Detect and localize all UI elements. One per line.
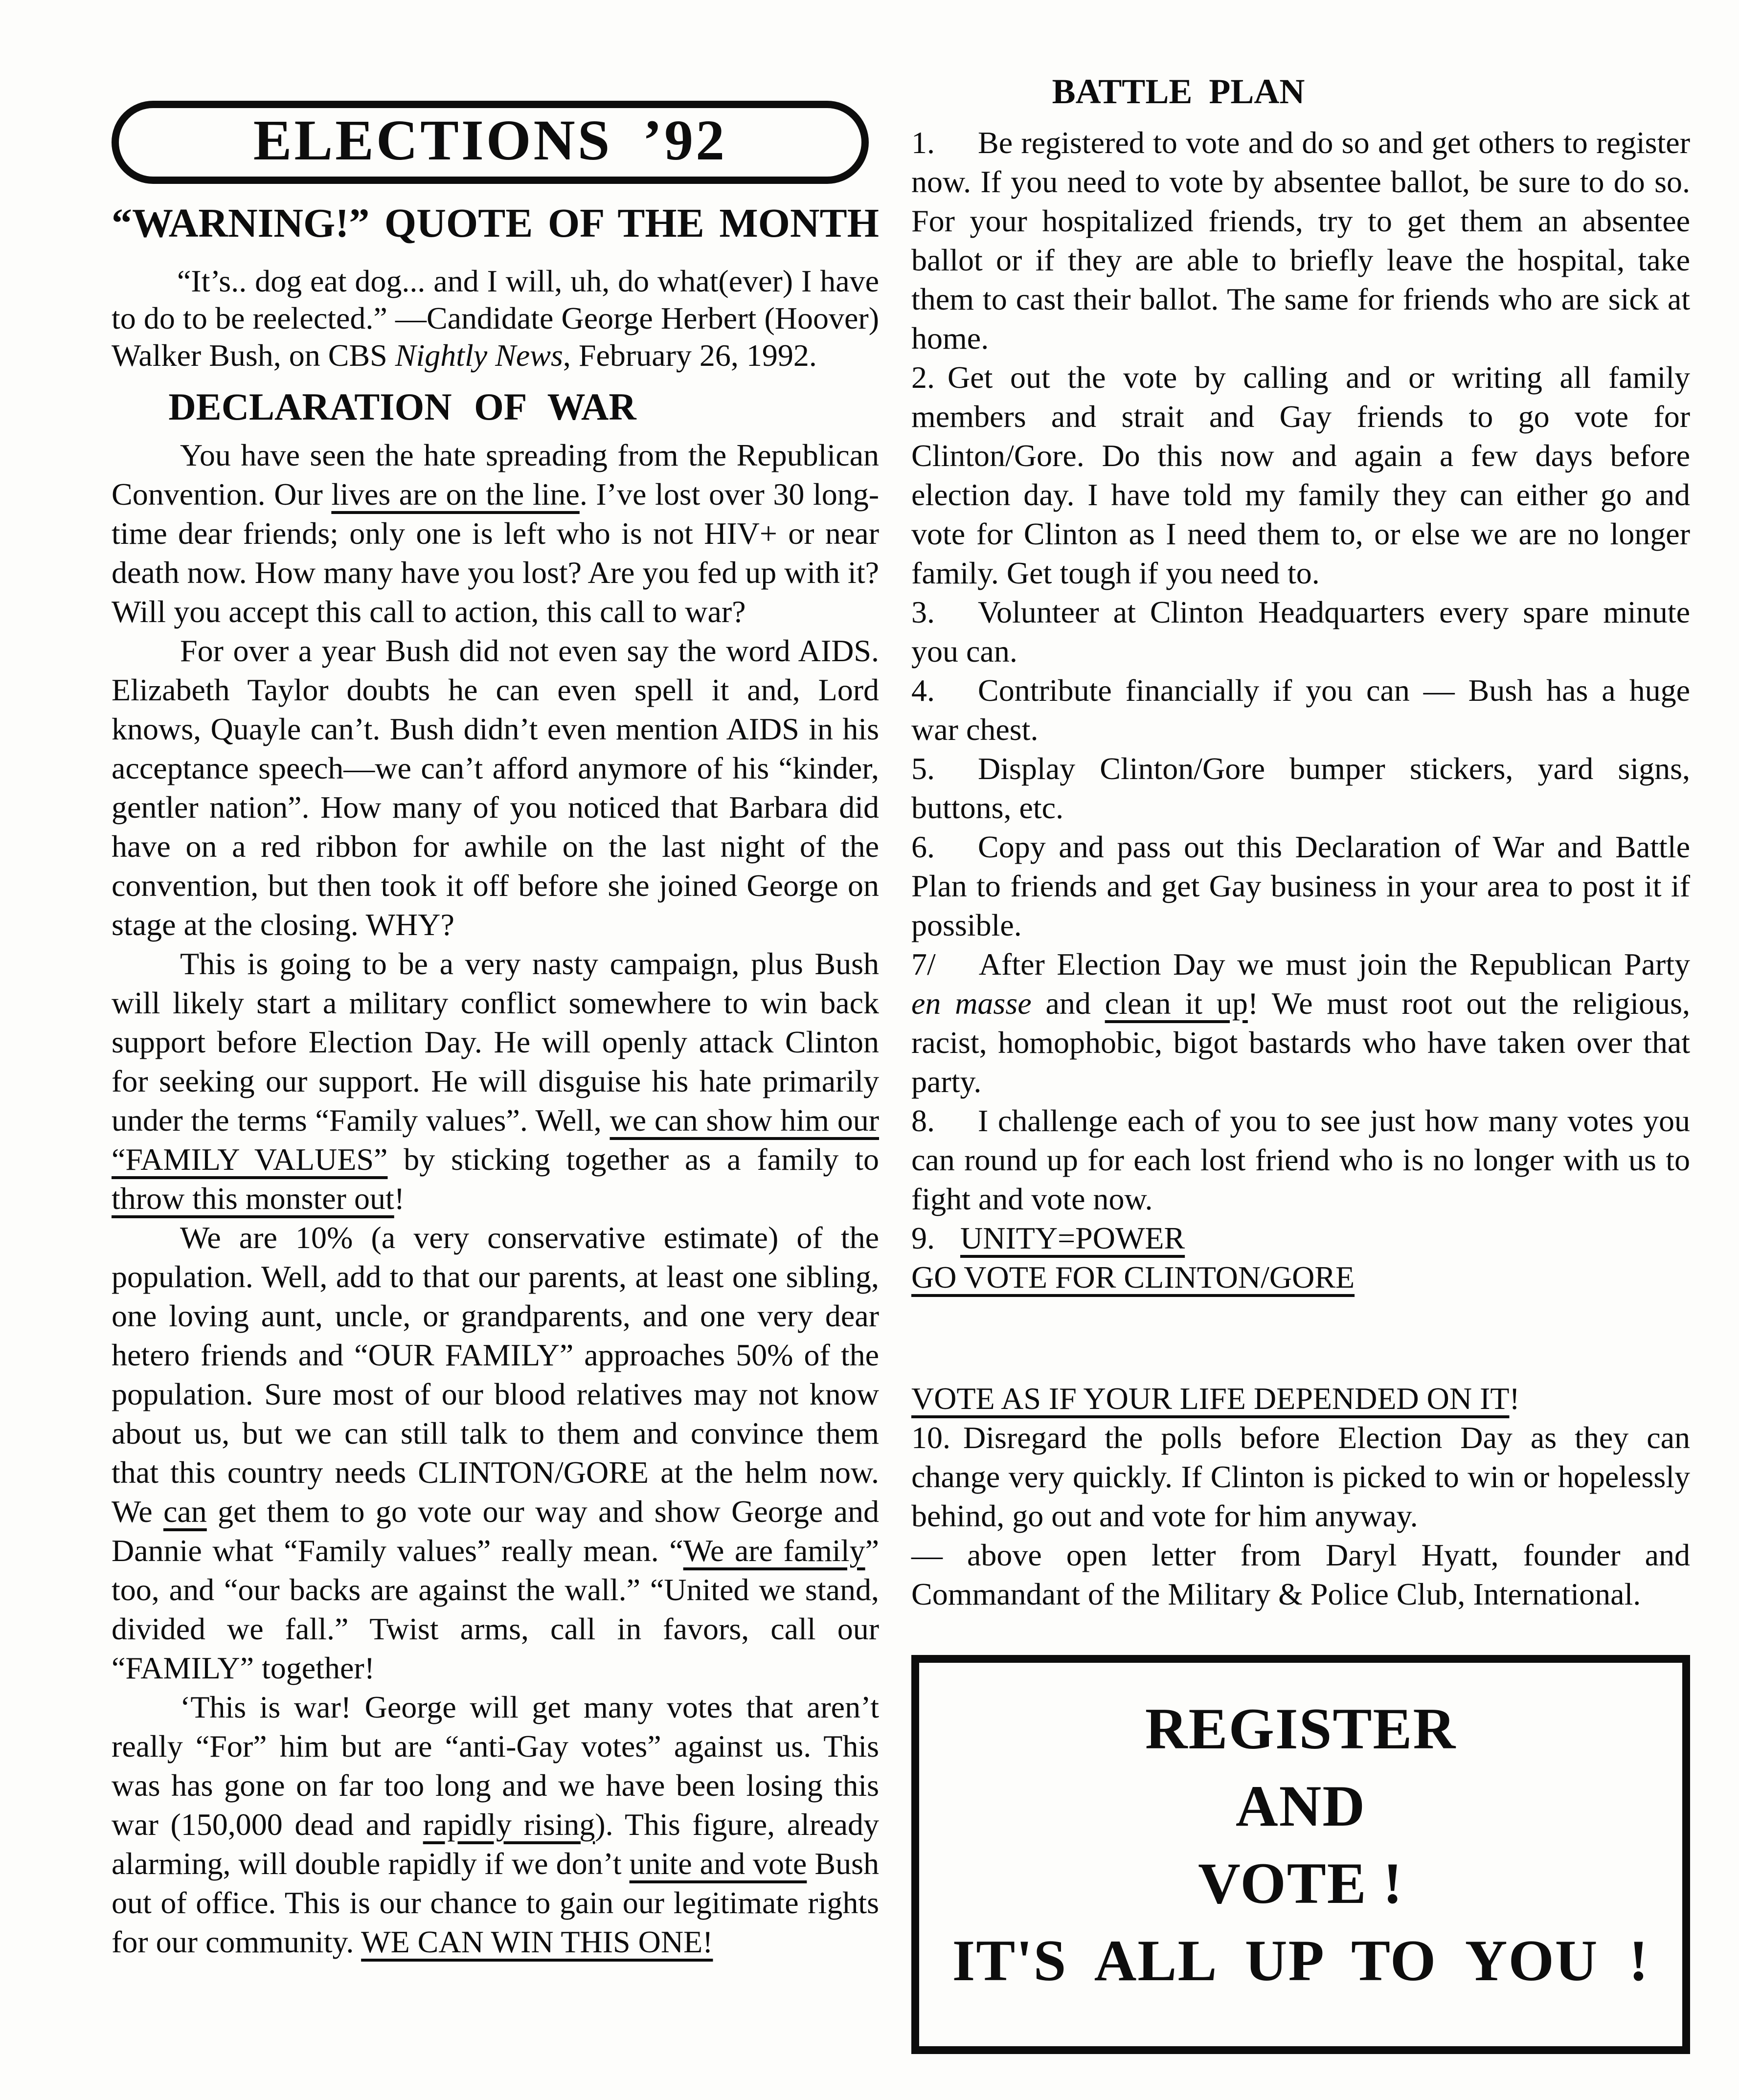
text-run: Contribute financially if you can — Bush has a huge war chest. <box>911 672 1690 747</box>
sign-line: AND <box>1236 1773 1366 1838</box>
text-run: UNITY=POWER <box>960 1220 1185 1255</box>
sign-line: VOTE ! <box>1198 1850 1403 1916</box>
right-column <box>911 73 1690 2054</box>
text-run: “It’s.. dog eat dog... and I will, uh, do what(ever) I have to do to be reelected.” —Candidate George Herbert (Hoover) Walker Bush, on CBS <box>112 263 879 373</box>
text-run: by sticking together as a family to <box>387 1141 880 1177</box>
text-run: throw this monster out <box>112 1181 394 1216</box>
text-run: ‘This is war! George will get many votes that aren’t really “For” him but are “anti-Gay votes” against us. This was has gone on far too long and we have been losing this war (150,000 dead and <box>112 1689 879 1842</box>
text-run: clean it up <box>1105 985 1248 1021</box>
left-column <box>112 101 879 1962</box>
text-run: Display Clinton/Gore bumper stickers, yard signs, buttons, etc. <box>911 751 1690 825</box>
sign-line: REGISTER <box>1145 1696 1457 1761</box>
item-number: 9. <box>911 1220 935 1255</box>
sign-line: IT'S ALL UP TO YOU ! <box>952 1927 1649 1993</box>
text-run: get them to go vote our way and show George and Dannie what “Family values” really mean. “ <box>112 1494 880 1568</box>
item-number: 5. <box>911 751 935 786</box>
text-run: WE CAN WIN THIS ONE! <box>361 1924 713 1959</box>
text-run: We are 10% (a very conservative estimate) of the population. Well, add to that our parents, at least one sibling, one loving aunt, uncle, or grandparents, and one very dear hetero friends and “OUR FAMILY” approaches 50% of the population. Sure most of our blood relatives may not know about us, but we can still talk to them and convince them that this country needs CLINTON/GORE at the helm now. We <box>112 1220 879 1529</box>
battle-plan-item <box>911 1379 1690 1418</box>
warning-quote-heading: “WARNING!” QUOTE OF THE MONTH <box>112 201 879 246</box>
battle-plan-heading: BATTLE PLAN <box>1052 72 1305 111</box>
attribution-line <box>911 1536 1690 1614</box>
item-number: 1. <box>911 125 935 160</box>
text-run: Be registered to vote and do so and get others to register now. If you need to vote by absentee ballot, be sure to do so. For your hospitalized friends, try to get them an absentee ballot or if they are able to briefly leave the hospital, take them to cast their ballot. The same for friends who are sick at home. <box>911 125 1690 356</box>
text-run: GO VOTE FOR CLINTON/GORE <box>911 1259 1355 1295</box>
text-run: Nightly News <box>395 337 563 373</box>
battle-plan-item <box>911 1101 1690 1219</box>
text-run: Volunteer at Clinton Headquarters every spare minute you can. <box>911 594 1690 669</box>
text-run: unite and vote <box>629 1846 807 1881</box>
text-run: After Election Day we must join the Republican Party <box>978 946 1690 982</box>
text-run: — above open letter from Daryl Hyatt, founder and Commandant of the Military & Police Club, International. <box>911 1537 1690 1611</box>
text-run: en masse <box>911 985 1032 1021</box>
text-run: can <box>163 1494 207 1529</box>
battle-plan-item <box>911 827 1690 945</box>
text-run: ” too, and “our backs are against the wall.” “United we stand, divided we fall.” Twist arms, call in favors, call our “FAMILY” together! <box>112 1533 880 1685</box>
battle-plan-item <box>911 1418 1690 1536</box>
text-run: ! <box>394 1181 405 1216</box>
text-run: rapidly rising <box>423 1807 595 1842</box>
text-run: we can show him our “FAMILY VALUES” <box>112 1102 880 1177</box>
text-run: . I’ve lost over 30 long-time dear friends; only one is left who is not HIV+ or near death now. How many have you lost? Are you fed up with it? Will you accept this call to action, this call to war? <box>112 476 880 629</box>
text-run: You have seen the hate spreading from the Republican Convention. Our <box>112 437 879 512</box>
item-number: 6. <box>911 829 935 864</box>
text-run: Get out the vote by calling and or writing all family members and strait and Gay friends to go vote for Clinton/Gore. Do this now and again a few days before election day. I have told my family they can either go and vote for Clinton as I need them to, or else we are no longer family. Get tough if you need to. <box>911 359 1690 590</box>
battle-plan-item <box>911 671 1690 749</box>
battle-plan-item <box>911 1219 1690 1258</box>
text-run: and <box>1031 985 1105 1021</box>
battle-plan-item <box>911 593 1690 671</box>
body-paragraph <box>112 944 879 1218</box>
elections-banner-title: ELECTIONS ’92 <box>253 108 727 172</box>
vertical-gap <box>911 1297 1690 1379</box>
declaration-of-war-heading: DECLARATION OF WAR <box>168 385 636 428</box>
text-run: Bush out of office. This is our chance to gain our legitimate rights for our community. <box>112 1846 880 1959</box>
item-number: 10. <box>911 1420 950 1455</box>
item-number: 4. <box>911 672 935 708</box>
text-run: For over a year Bush did not even say the word AIDS. Elizabeth Taylor doubts he can even spell it and, Lord knows, Quayle can’t. Bush didn’t even mention AIDS in his acceptance speech—we can’t afford anymore of his “kinder, gentler nation”. How many of you noticed that Barbara did have on a red ribbon for awhile on the last night of the convention, but then took it off before she joined George on stage at the closing. WHY? <box>112 633 879 942</box>
text-run: We are family <box>683 1533 865 1568</box>
battle-plan-item <box>911 358 1690 593</box>
battle-plan-item <box>911 945 1690 1101</box>
body-paragraph <box>112 631 879 944</box>
body-paragraph <box>112 1218 879 1688</box>
battle-plan-item <box>911 749 1690 827</box>
left-paragraphs <box>112 436 879 1962</box>
item-number: 8. <box>911 1103 935 1138</box>
text-run: ! We must root out the religious, racist, homophobic, bigot bastards who have taken over that party. <box>911 985 1691 1099</box>
text-run: , February 26, 1992. <box>563 337 817 373</box>
text-run: This is going to be a very nasty campaign, plus Bush will likely start a military conflict somewhere to win back support before Election Day. He will openly attack Clinton for seeking our support. He will disguise his hate primarily under the terms “Family values”. Well, <box>112 946 879 1138</box>
text-run: Disregard the polls before Election Day as they can change very quickly. If Clinton is picked to win or hopelessly behind, go out and vote for him anyway. <box>911 1420 1690 1533</box>
item-number: 7/ <box>911 946 936 982</box>
text-run: I challenge each of you to see just how many votes you can round up for each lost friend who is no longer with us to fight and vote now. <box>911 1103 1690 1216</box>
elections-banner-oval <box>112 101 869 184</box>
text-run: ! <box>1509 1381 1520 1416</box>
body-paragraph <box>112 1688 879 1962</box>
battle-plan-item <box>911 1258 1690 1297</box>
quote-paragraph <box>112 263 879 374</box>
text-run: ). This figure, already alarming, will double rapidly if we don’t <box>112 1807 880 1881</box>
battle-plan-item <box>911 123 1690 358</box>
text-run: VOTE AS IF YOUR LIFE DEPENDED ON IT <box>911 1381 1510 1416</box>
item-number: 3. <box>911 594 935 629</box>
item-number: 2. <box>911 359 935 395</box>
sign-box <box>911 1655 1690 2054</box>
text-run: lives are on the line <box>331 476 580 512</box>
text-run: Copy and pass out this Declaration of War and Battle Plan to friends and get Gay business in your area to post it if possible. <box>911 829 1690 942</box>
battle-list <box>911 123 1690 1614</box>
body-paragraph <box>112 436 879 631</box>
